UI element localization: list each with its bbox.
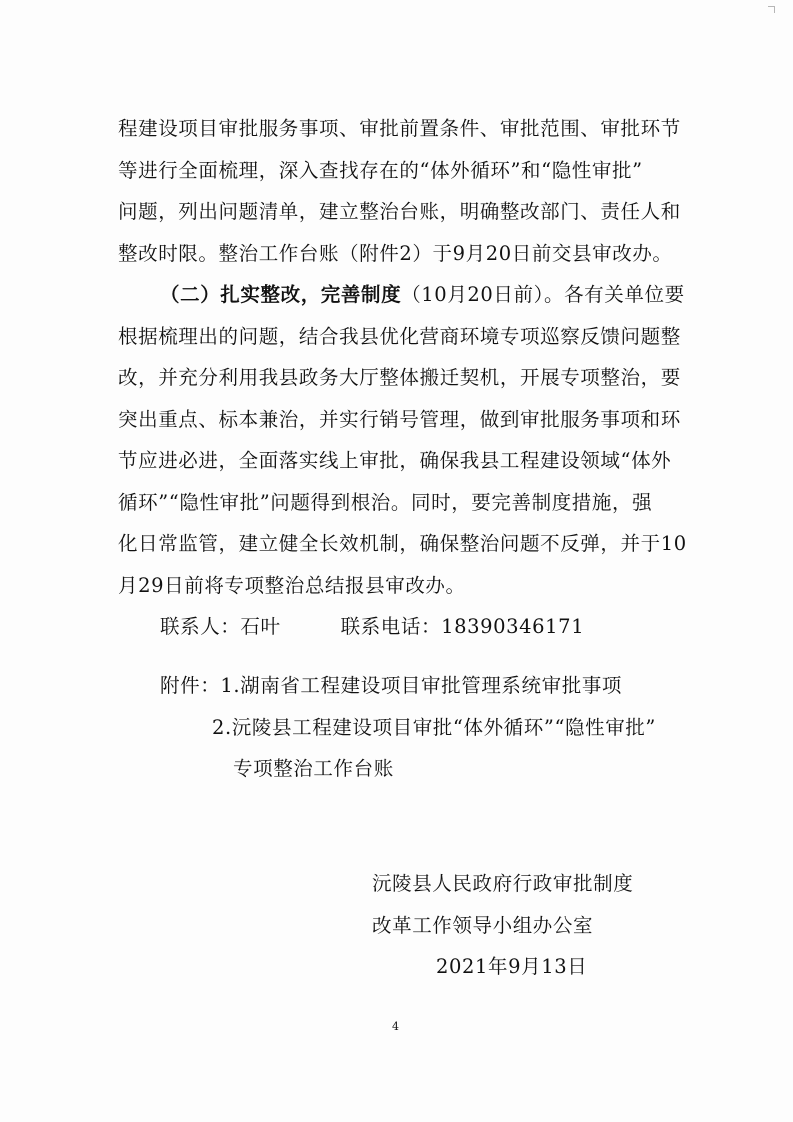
attachment-item-2-line-2: 专项整治工作台账 <box>233 757 394 780</box>
page-number: 4 <box>392 1020 399 1033</box>
attachment-item-2-line-1: 2.沅陵县工程建设项目审批“体外循环”“隐性审批” <box>212 716 656 739</box>
section2-first-line <box>160 281 685 309</box>
signature-org-line-2: 改革工作领导小组办公室 <box>372 914 594 937</box>
contact-line <box>160 613 584 641</box>
section2-first-rest: （10月20日前）。各有关单位要 <box>401 283 685 306</box>
body-line-1: 程建设项目审批服务事项、审批前置条件、审批范围、审批环节 <box>118 117 681 140</box>
contact-phone-label: 联系电话： <box>340 615 442 638</box>
signature-org-line-1: 沅陵县人民政府行政审批制度 <box>372 872 634 895</box>
section2-line-6: 化日常监管，建立健全长效机制，确保整治问题不反弹，并于10 <box>118 532 687 555</box>
body-line-2: 等进行全面梳理，深入查找存在的“体外循环”和“隐性审批” <box>118 159 643 182</box>
attachment-label: 附件： <box>160 674 221 697</box>
contact-person-name: 石叶 <box>240 615 281 638</box>
scan-mark <box>768 6 775 13</box>
section2-line-7: 月29日前将专项整治总结报县审改办。 <box>118 574 466 597</box>
section2-line-3: 突出重点、标本兼治，并实行销号管理，做到审批服务事项和环 <box>118 408 681 431</box>
contact-person-label: 联系人： <box>160 615 241 638</box>
attachment-line-1 <box>160 672 622 700</box>
contact-phone-number: 18390346171 <box>441 615 585 638</box>
body-line-3: 问题，列出问题清单，建立整治台账，明确整改部门、责任人和 <box>118 200 681 223</box>
section2-line-4: 节应进必进，全面落实线上审批，确保我县工程建设领域“体外 <box>118 449 672 472</box>
signature-date: 2021年9月13日 <box>436 955 588 978</box>
section2-line-5: 循环”“隐性审批”问题得到根治。同时，要完善制度措施，强 <box>118 491 653 514</box>
body-line-4: 整改时限。整治工作台账（附件2）于9月20日前交县审改办。 <box>118 242 673 265</box>
attachment-item-1: 1.湖南省工程建设项目审批管理系统审批事项 <box>220 674 623 697</box>
section2-heading: （二）扎实整改，完善制度 <box>160 283 402 306</box>
section2-line-2: 改，并充分利用我县政务大厅整体搬迁契机，开展专项整治，要 <box>118 366 681 389</box>
section2-line-1: 根据梳理出的问题，结合我县优化营商环境专项巡察反馈问题整 <box>118 325 681 348</box>
